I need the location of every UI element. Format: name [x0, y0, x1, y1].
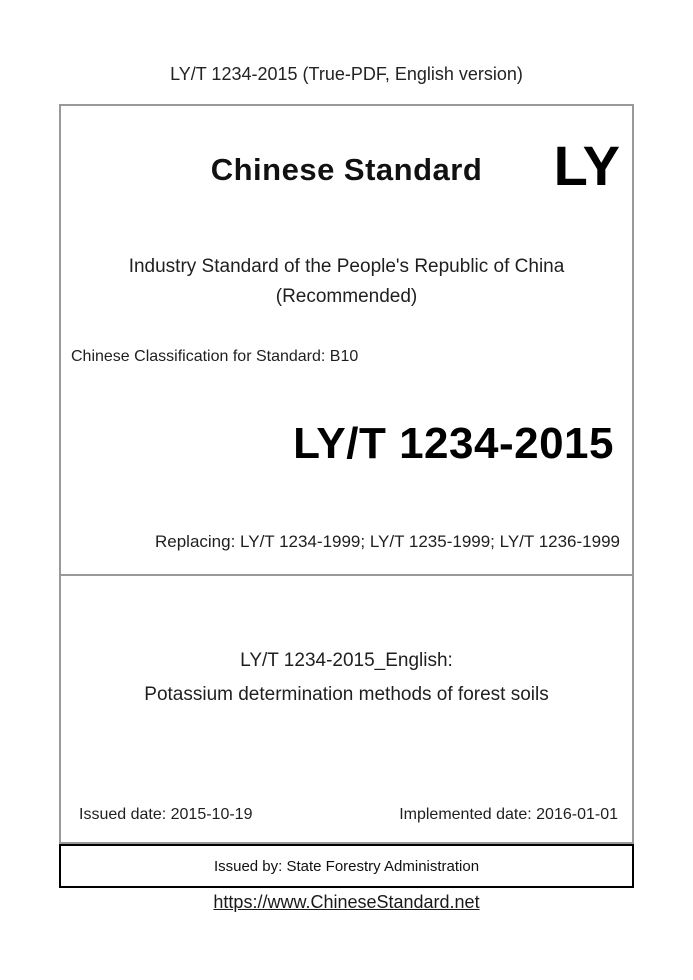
standard-type-line2: (Recommended): [275, 286, 418, 307]
english-title-line2: Potassium determination methods of forest soils: [144, 684, 549, 705]
ly-logo: LY: [553, 134, 620, 197]
replacing-line: Replacing: LY/T 1234-1999; LY/T 1235-1999; LY/T 1236-1999: [154, 532, 620, 551]
issued-by-label: Issued by: State Forestry Administration: [213, 857, 480, 875]
issuer-box: [59, 844, 634, 888]
standard-type-line1: Industry Standard of the People's Republic of China: [128, 256, 565, 277]
issued-date-label: Issued date: 2015-10-19: [79, 806, 253, 823]
implemented-date-label: Implemented date: 2016-01-01: [399, 806, 618, 823]
dates-row: [61, 806, 632, 824]
brand-title: Chinese Standard: [210, 152, 483, 187]
standard-code: LY/T 1234-2015: [293, 419, 614, 468]
classification-label: Chinese Classification for Standard: B10: [71, 348, 359, 365]
page-header-title: LY/T 1234-2015 (True-PDF, English version): [170, 64, 523, 84]
standard-cover-box: [59, 104, 634, 844]
english-title-line1: LY/T 1234-2015_English:: [240, 650, 453, 671]
website-link[interactable]: https://www.ChineseStandard.net: [213, 892, 480, 912]
section-divider: [59, 574, 634, 576]
